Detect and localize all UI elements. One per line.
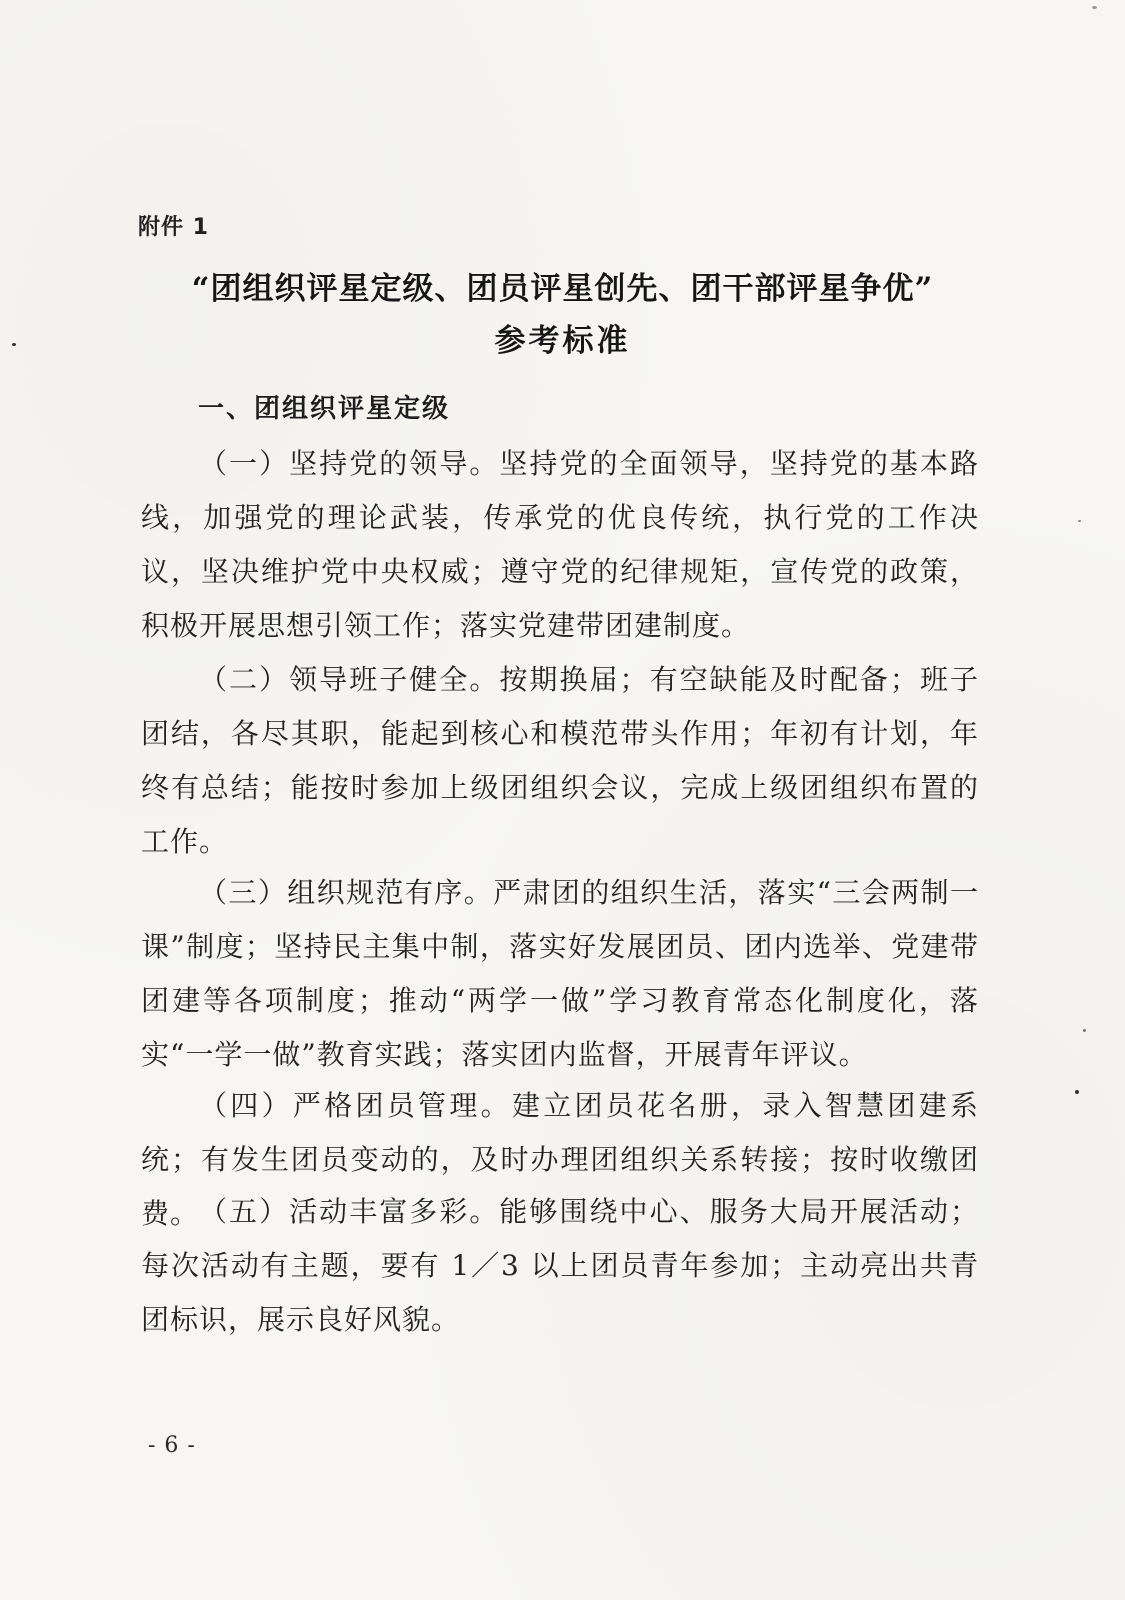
- scan-speck: [12, 343, 16, 346]
- section-heading: 一、团组织评星定级: [198, 394, 451, 424]
- paragraph-1: （一）坚持党的领导。坚持党的全面领导，坚持党的基本路线，加强党的理论武装，传承党的优良传统，执行党的工作决议，坚决维护党中央权威；遵守党的纪律规矩，宣传党的政策，积极开展思想引领工作；落实党建带团建制度。: [141, 447, 979, 642]
- attachment-label: 附件 1: [138, 215, 209, 240]
- paragraph-5: （五）活动丰富多彩。能够围绕中心、服务大局开展活动；每次活动有主题，要有 1／3 以上团员青年参加；主动亮出共青团标识，展示良好风貌。: [141, 1195, 979, 1336]
- scan-speck: [1092, 6, 1097, 9]
- paragraph-4: （四）严格团员管理。建立团员花名册，录入智慧团建系统；有发生团员变动的，及时办理团组织关系转接；按时收缴团费。: [141, 1089, 979, 1230]
- document-title-line-1: “团组织评星定级、团员评星创先、团干部评星争优”: [191, 271, 934, 307]
- page-number: - 6 -: [148, 1433, 196, 1458]
- scan-speck: [1083, 1029, 1086, 1032]
- scan-speck: [1075, 1090, 1079, 1094]
- paragraph-2: （二）领导班子健全。按期换届；有空缺能及时配备；班子团结，各尽其职，能起到核心和模范带头作用；年初有计划，年终有总结；能按时参加上级团组织会议，完成上级团组织布置的工作。: [141, 663, 979, 858]
- scan-speck: [1078, 520, 1081, 522]
- document-title-line-2: 参考标准: [494, 323, 631, 359]
- paragraph-3: （三）组织规范有序。严肃团的组织生活，落实“三会两制一课”制度；坚持民主集中制，落实好发展团员、团内选举、党建带团建等各项制度；推动“两学一做”学习教育常态化制度化，落实“一学一做”教育实践；落实团内监督，开展青年评议。: [141, 876, 979, 1071]
